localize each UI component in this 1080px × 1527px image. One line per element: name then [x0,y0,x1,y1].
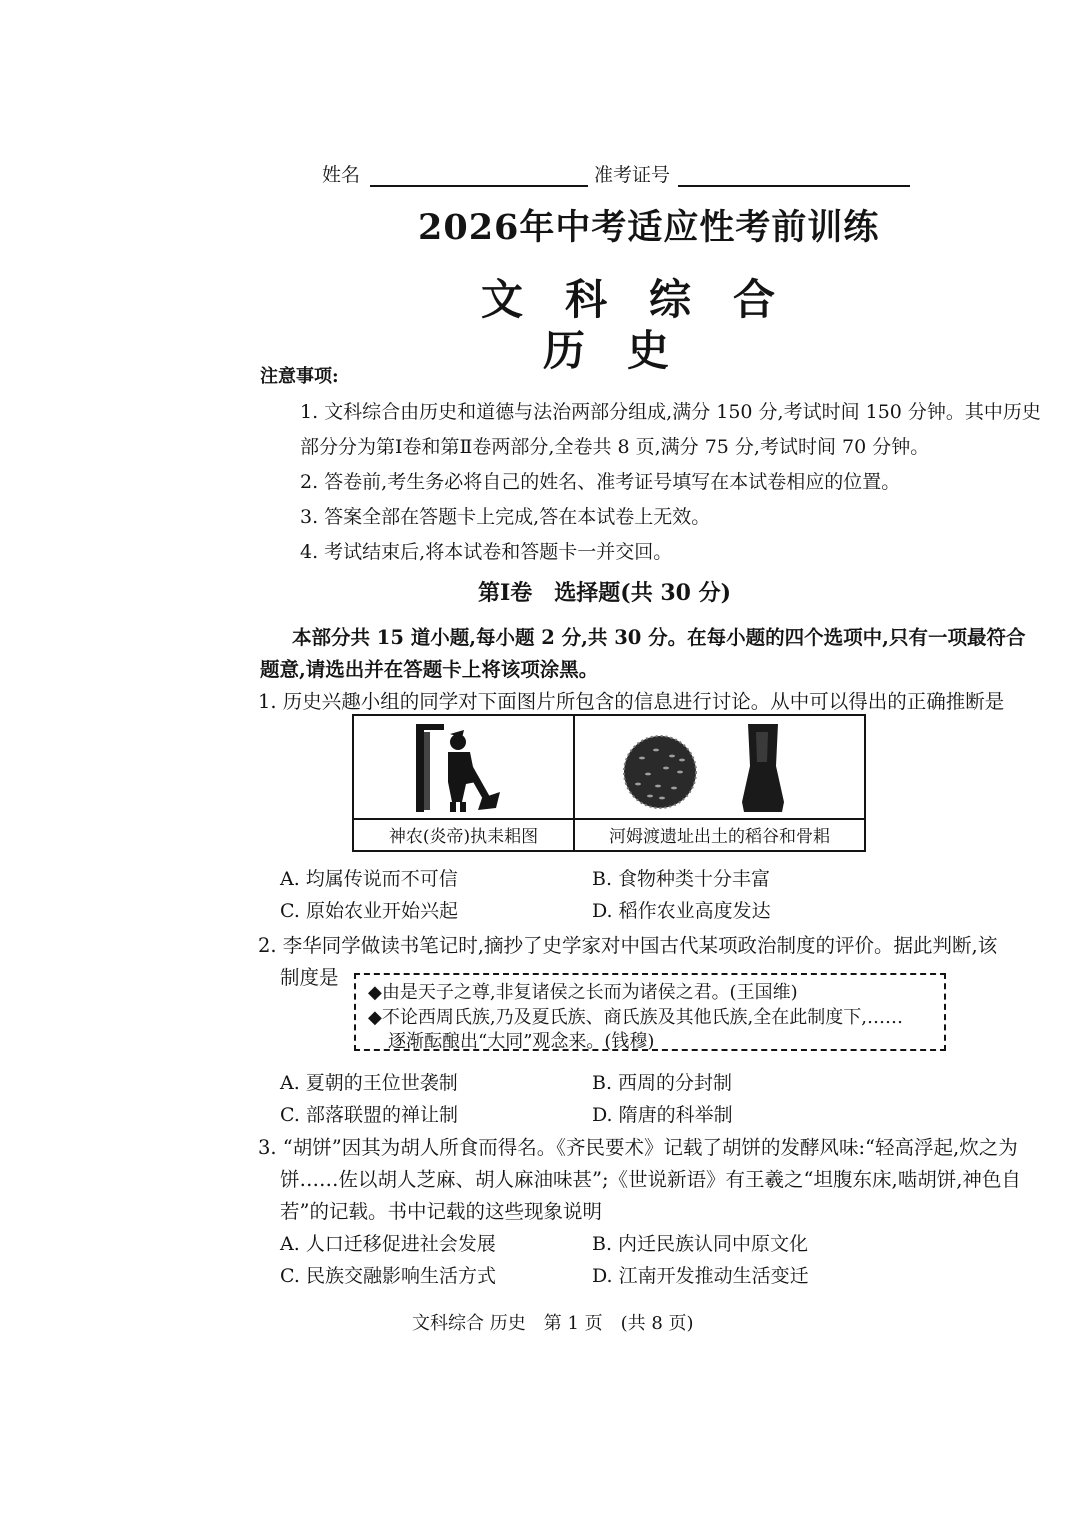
notice-item-1b: 部分分为第Ⅰ卷和第Ⅱ卷两部分,全卷共 8 页,满分 75 分,考试时间 70 分钟。 [300,436,930,458]
notice-item-1a: 1. 文科综合由历史和道德与法治两部分组成,满分 150 分,考试时间 150 分钟。其中历史 [300,401,1041,423]
q3-option-d[interactable]: D. 江南开发推动生活变迁 [592,1265,809,1287]
q2-quote-box [354,973,946,1051]
q2-stem-1: 2. 李华同学做读书笔记时,摘抄了史学家对中国古代某项政治制度的评价。据此判断,该 [258,934,998,957]
q1-option-a[interactable]: A. 均属传说而不可信 [280,868,458,890]
q2-stem-2: 制度是 [280,966,339,989]
exam-title: 2026年中考适应性考前训练 [418,207,880,248]
q3-option-a[interactable]: A. 人口迁移促进社会发展 [280,1233,496,1255]
exam-id-field [594,160,910,187]
subject-title: 文 科 综 合 [481,275,776,324]
name-field [322,160,588,187]
q1-option-b[interactable]: B. 食物种类十分丰富 [592,868,771,890]
name-blank[interactable] [370,163,588,187]
q3-stem-3: 若”的记载。书中记载的这些现象说明 [280,1200,602,1223]
notice-heading: 注意事项: [260,366,339,387]
notice-item-3: 3. 答案全部在答题卡上完成,答在本试卷上无效。 [300,506,711,528]
section-intro-2: 题意,请选出并在答题卡上将该项涂黑。 [260,658,599,681]
exam-id-label: 准考证号 [594,164,671,186]
q1-stem: 1. 历史兴趣小组的同学对下面图片所包含的信息进行讨论。从中可以得出的正确推断是 [258,690,1005,713]
q2-quote-1: ◆由是天子之尊,非复诸侯之长而为诸侯之君。(王国维) [368,982,798,1003]
notice-item-4: 4. 考试结束后,将本试卷和答题卡一并交回。 [300,541,673,563]
notice-item-2: 2. 答卷前,考生务必将自己的姓名、准考证号填写在本试卷相应的位置。 [300,471,901,493]
bone-spade-image [738,722,788,814]
caption-divider [354,818,864,820]
q1-option-c[interactable]: C. 原始农业开始兴起 [280,900,458,922]
q3-stem-2: 饼……佐以胡人芝麻、胡人麻油味甚”;《世说新语》有王羲之“坦腹东床,啮胡饼,神色自 [280,1168,1021,1191]
q2-quote-2a: ◆不论西周氏族,乃及夏氏族、商氏族及其他氏族,全在此制度下,…… [368,1007,904,1028]
shennong-figure-image [412,722,502,814]
q2-option-a[interactable]: A. 夏朝的王位世袭制 [280,1072,458,1094]
q1-option-d[interactable]: D. 稻作农业高度发达 [592,900,771,922]
q3-stem-1: 3. “胡饼”因其为胡人所食而得名。《齐民要术》记载了胡饼的发酵风味:“轻高浮起,炊之为 [258,1136,1018,1159]
q1-caption-right: 河姆渡遗址出土的稻谷和骨耜 [609,827,830,847]
section-intro-1: 本部分共 15 道小题,每小题 2 分,共 30 分。在每小题的四个选项中,只有一项最符合 [292,626,1026,649]
rice-grains-image [622,734,698,810]
q2-option-b[interactable]: B. 西周的分封制 [592,1072,733,1094]
q1-figure-table [352,714,866,852]
exam-id-blank[interactable] [678,163,910,187]
q1-caption-left: 神农(炎帝)执耒耜图 [388,827,539,847]
q2-quote-2b: 逐渐酝酿出“大同”观念来。(钱穆) [388,1031,655,1052]
q3-option-b[interactable]: B. 内迁民族认同中原文化 [592,1233,809,1255]
q2-option-c[interactable]: C. 部落联盟的禅让制 [280,1104,458,1126]
q3-option-c[interactable]: C. 民族交融影响生活方式 [280,1265,496,1287]
q2-option-d[interactable]: D. 隋唐的科举制 [592,1104,733,1126]
page-footer: 文科综合 历史 第 1 页 (共 8 页) [412,1313,694,1334]
subject-subtitle: 历 史 [543,326,670,375]
section-heading: 第Ⅰ卷 选择题(共 30 分) [478,580,732,606]
name-label: 姓名 [322,164,361,186]
